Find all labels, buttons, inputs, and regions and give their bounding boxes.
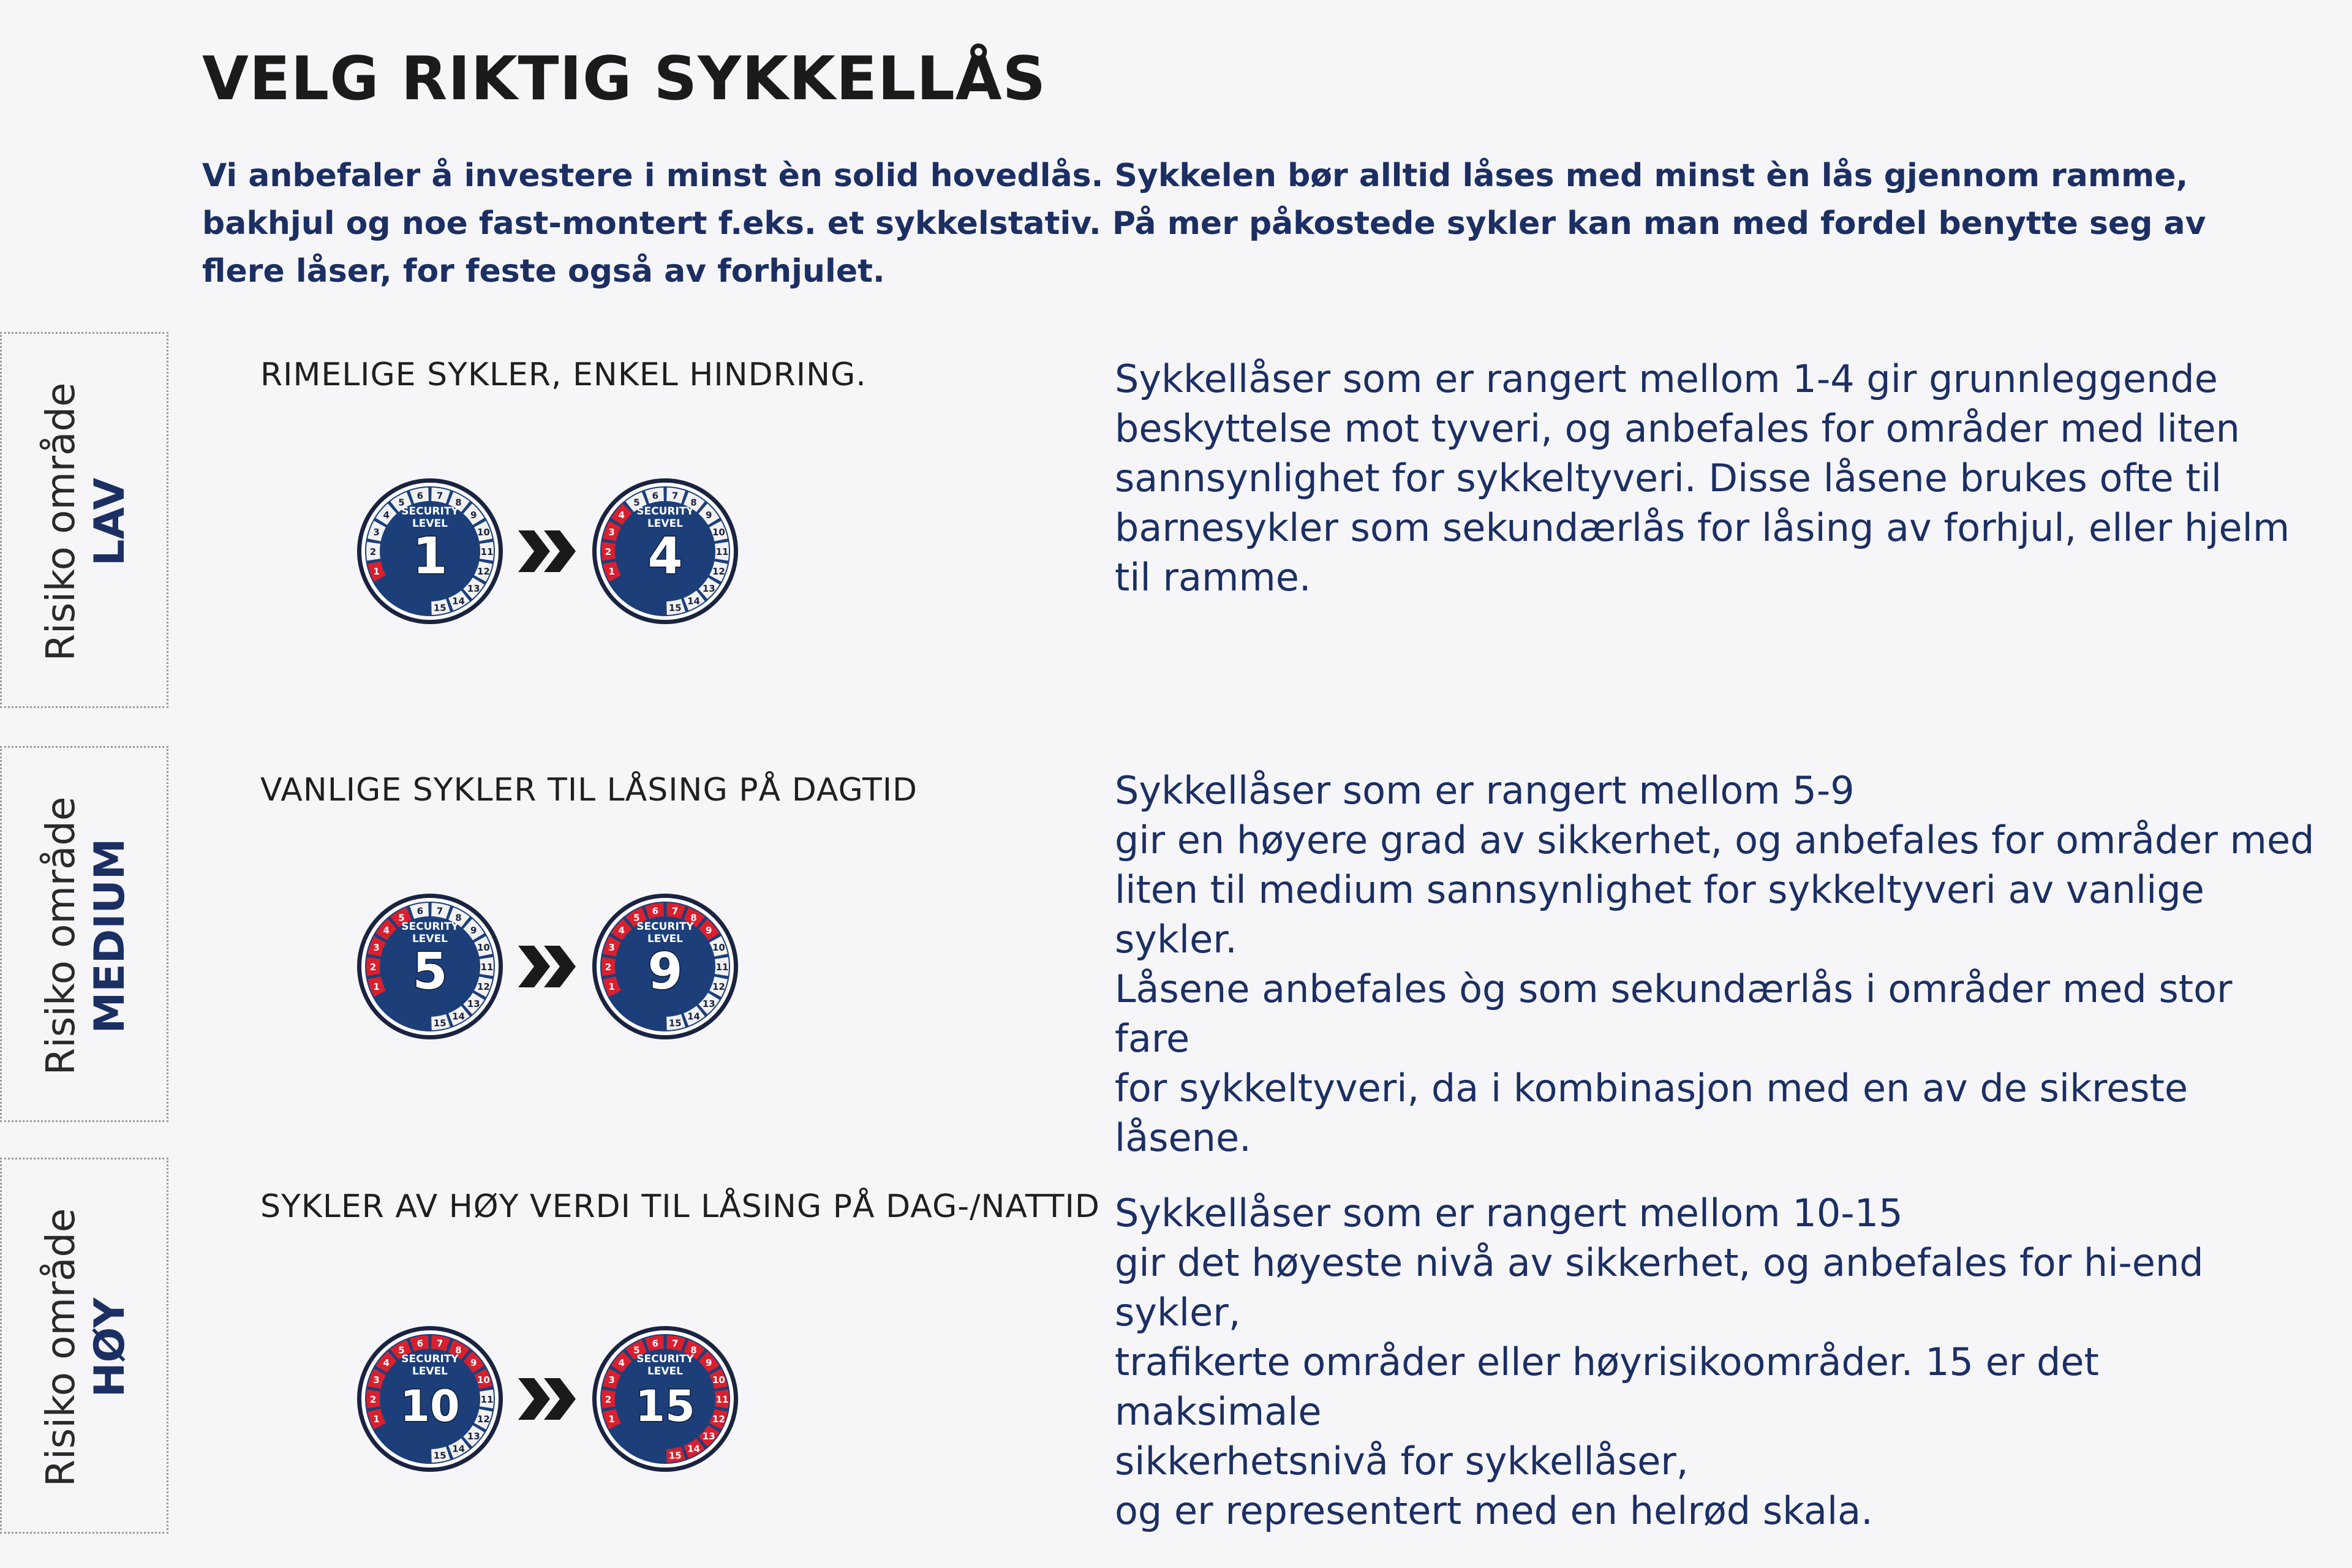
description-line: liten til medium sannsynlighet for sykkeltyveri av vanlige sykler.: [1115, 867, 2204, 962]
scale-number: 2: [605, 962, 612, 973]
description-line: sikkerhetsnivå for sykkellåser,: [1115, 1439, 1689, 1483]
scale-number: 6: [652, 490, 659, 502]
scale-number: 5: [398, 1344, 405, 1356]
scale-number: 3: [373, 942, 380, 954]
scale-number: 14: [452, 1443, 465, 1455]
scale-number: 15: [668, 1017, 682, 1029]
risk-prefix: Risiko område: [39, 382, 84, 662]
scale-number: 13: [467, 1430, 480, 1442]
badge-caption: SECURITY: [401, 505, 459, 518]
scale-number: 8: [690, 497, 697, 508]
scale-number: 12: [712, 565, 725, 577]
scale-number: 13: [702, 1430, 715, 1442]
risk-prefix: Risiko område: [39, 1208, 84, 1487]
badge-group-medium: [355, 892, 747, 1045]
scale-number: 15: [668, 602, 682, 614]
scale-number: 7: [436, 490, 443, 502]
scale-number: 3: [373, 1374, 380, 1386]
description-line: Sykkellåser som er rangert mellom 5-9: [1115, 768, 1855, 813]
scale-number: 9: [470, 925, 477, 937]
scale-number: 11: [715, 1394, 729, 1405]
description-high: [1115, 1188, 2315, 1536]
scale-number: 5: [398, 497, 405, 508]
scale-number: 15: [433, 1017, 447, 1029]
scale-number: 1: [608, 565, 615, 577]
description-line: gir det høyeste nivå av sikkerhet, og anbefales for hi-end sykler,: [1115, 1240, 2204, 1335]
badge-caption: SECURITY: [636, 505, 694, 518]
description-low: [1115, 354, 2315, 602]
description-line: trafikerte områder eller høyrisikoområder. 15 er det maksimale: [1115, 1340, 2099, 1434]
scale-number: 4: [383, 1357, 390, 1369]
badge-caption: LEVEL: [647, 933, 684, 945]
badge-caption: LEVEL: [412, 1365, 448, 1378]
scale-number: 12: [712, 981, 725, 992]
scale-number: 14: [687, 1011, 700, 1022]
description-line: for sykkeltyveri, da i kombinasjon med en av de sikreste låsene.: [1115, 1066, 2188, 1160]
scale-number: 3: [608, 527, 615, 538]
scale-number: 2: [369, 1394, 377, 1405]
badge-caption: SECURITY: [401, 921, 459, 933]
risk-label-low: [37, 383, 135, 662]
scale-number: 7: [671, 905, 679, 917]
scale-number: 14: [687, 1443, 700, 1455]
scale-number: 3: [608, 942, 615, 954]
scale-number: 11: [480, 546, 494, 557]
row-heading-low: RIMELIGE SYKLER, ENKEL HINDRING.: [260, 356, 867, 393]
intro-text: Vi anbefaler å investere i minst èn solid hovedlås. Sykkelen bør alltid låses med minst èn lås gjennom ramme, bakhjul og noe fast-montert f.eks. et sykkelstativ. På mer påkostede sykler kan man med fordel benytte seg av flere låser, for feste også av forhjulet.: [202, 157, 2206, 290]
scale-number: 15: [668, 1450, 682, 1461]
scale-number: 5: [398, 912, 405, 924]
scale-number: 3: [608, 1374, 615, 1386]
description-line: gir en høyere grad av sikkerhet, og anbefales for områder med: [1115, 818, 2315, 862]
description-medium: [1115, 766, 2315, 1163]
scale-number: 9: [706, 925, 712, 937]
security-level-badge: [590, 1324, 740, 1474]
risk-level-low: LAV: [86, 478, 134, 566]
scale-number: 6: [652, 1338, 659, 1349]
scale-number: 1: [373, 1413, 380, 1425]
badge-caption: LEVEL: [647, 518, 684, 530]
scale-number: 1: [608, 1413, 615, 1425]
double-chevron-icon: [516, 943, 579, 990]
badge-caption: SECURITY: [636, 921, 694, 933]
scale-number: 10: [712, 527, 725, 538]
scale-number: 10: [477, 942, 490, 954]
scale-number: 12: [712, 1413, 725, 1425]
scale-number: 6: [417, 905, 424, 917]
scale-number: 9: [470, 1357, 477, 1369]
scale-number: 4: [383, 925, 390, 937]
scale-number: 8: [690, 912, 697, 924]
badge-group-high: [355, 1324, 747, 1477]
scale-number: 12: [477, 565, 490, 577]
scale-number: 10: [477, 1374, 490, 1386]
badge-caption: LEVEL: [412, 518, 448, 530]
scale-number: 14: [687, 595, 700, 607]
description-line: Sykkellåser som er rangert mellom 1-4 gir grunnleggende: [1115, 356, 2218, 401]
badge-caption: SECURITY: [636, 1353, 694, 1365]
scale-number: 13: [702, 582, 715, 594]
scale-number: 9: [706, 1357, 712, 1369]
scale-number: 8: [455, 1344, 462, 1356]
badge-level-number: 5: [412, 943, 448, 1001]
scale-number: 7: [436, 1338, 443, 1349]
scale-number: 8: [455, 912, 462, 924]
badge-caption: LEVEL: [647, 1365, 684, 1378]
risk-box-high: [0, 1158, 168, 1534]
security-level-badge: [355, 892, 505, 1041]
scale-number: 4: [618, 925, 625, 937]
row-heading-high: SYKLER AV HØY VERDI TIL LÅSING PÅ DAG-/NATTID: [260, 1188, 1100, 1225]
scale-number: 8: [455, 497, 462, 508]
description-line: til ramme.: [1115, 555, 1311, 600]
scale-number: 2: [605, 546, 612, 557]
scale-number: 3: [373, 527, 380, 538]
description-line: sannsynlighet for sykkeltyveri. Disse låsene brukes ofte til: [1115, 456, 2222, 500]
badge-caption: LEVEL: [412, 933, 448, 945]
scale-number: 11: [480, 962, 494, 973]
security-level-badge: [590, 477, 740, 626]
risk-prefix: Risiko område: [39, 796, 84, 1076]
security-level-badge: [590, 892, 740, 1041]
scale-number: 10: [712, 1374, 725, 1386]
badge-group-low: [355, 477, 747, 630]
scale-number: 7: [436, 905, 443, 917]
description-line: Låsene anbefales òg som sekundærlås i områder med stor fare: [1115, 967, 2233, 1061]
double-chevron-icon: [516, 1376, 579, 1422]
scale-number: 5: [633, 497, 640, 508]
page-title: VELG RIKTIG SYKKELLÅS: [202, 44, 1047, 114]
scale-number: 12: [477, 1413, 490, 1425]
scale-number: 7: [671, 1338, 679, 1349]
scale-number: 1: [373, 565, 380, 577]
scale-number: 6: [417, 1338, 424, 1349]
badge-caption: SECURITY: [401, 1353, 459, 1365]
security-level-badge: [355, 1324, 505, 1474]
risk-box-low: [0, 332, 168, 708]
scale-number: 15: [433, 602, 447, 614]
scale-number: 8: [690, 1344, 697, 1356]
scale-number: 10: [712, 942, 725, 954]
risk-label-high: [37, 1208, 135, 1487]
description-line: Sykkellåser som er rangert mellom 10-15: [1115, 1191, 1903, 1235]
scale-number: 6: [417, 490, 424, 502]
badge-level-number: 9: [647, 943, 683, 1001]
scale-number: 1: [608, 981, 615, 992]
description-line: barnesykler som sekundærlås for låsing av forhjul, eller hjelm: [1115, 505, 2290, 550]
scale-number: 10: [477, 527, 490, 538]
security-level-badge: [355, 477, 505, 626]
scale-number: 12: [477, 981, 490, 992]
description-line: beskyttelse mot tyveri, og anbefales for områder med liten: [1115, 406, 2240, 451]
risk-level-medium: MEDIUM: [86, 838, 134, 1034]
scale-number: 4: [383, 510, 390, 521]
scale-number: 1: [373, 981, 380, 992]
scale-number: 9: [706, 510, 712, 521]
scale-number: 11: [715, 546, 729, 557]
scale-number: 13: [702, 998, 715, 1009]
scale-number: 2: [369, 962, 377, 973]
scale-number: 11: [480, 1394, 494, 1405]
scale-number: 11: [715, 962, 729, 973]
scale-number: 5: [633, 1344, 640, 1356]
badge-level-number: 15: [635, 1381, 695, 1431]
risk-box-medium: [0, 746, 168, 1122]
scale-number: 6: [652, 905, 659, 917]
badge-level-number: 1: [412, 527, 448, 586]
description-line: og er representert med en helrød skala.: [1115, 1488, 1873, 1533]
scale-number: 13: [467, 998, 480, 1009]
risk-label-medium: [37, 797, 135, 1076]
badge-level-number: 4: [647, 527, 683, 586]
risk-level-high: HØY: [86, 1297, 134, 1398]
scale-number: 14: [452, 1011, 465, 1022]
scale-number: 5: [633, 912, 640, 924]
scale-number: 15: [433, 1450, 447, 1461]
badge-level-number: 10: [400, 1381, 460, 1431]
scale-number: 4: [618, 1357, 625, 1369]
scale-number: 7: [671, 490, 679, 502]
scale-number: 2: [369, 546, 377, 557]
scale-number: 9: [470, 510, 477, 521]
scale-number: 13: [467, 582, 480, 594]
row-heading-medium: VANLIGE SYKLER TIL LÅSING PÅ DAGTID: [260, 772, 918, 809]
scale-number: 4: [618, 510, 625, 521]
scale-number: 2: [605, 1394, 612, 1405]
double-chevron-icon: [516, 528, 579, 575]
scale-number: 14: [452, 595, 465, 607]
